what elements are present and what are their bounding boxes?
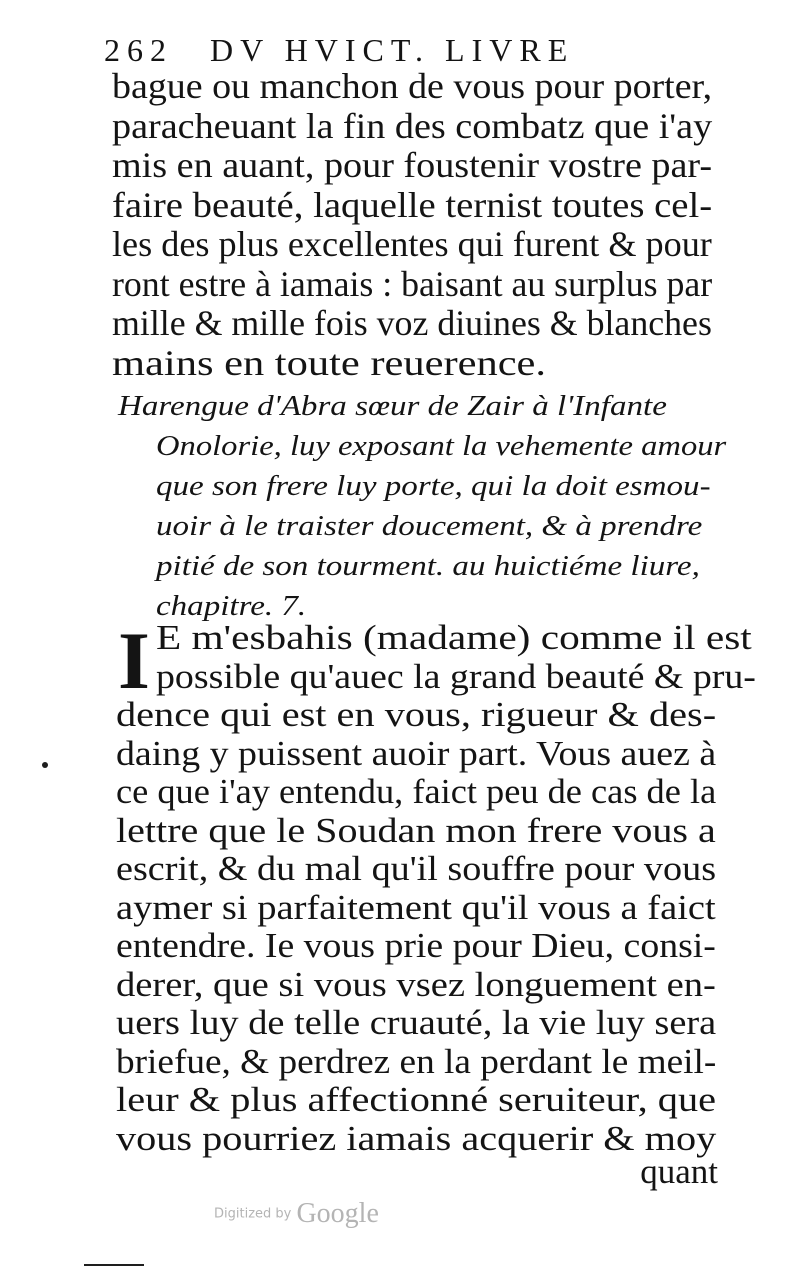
watermark-prefix: Digitized by: [214, 1206, 292, 1222]
body-line: vous pourriez iamais acquerir & moy: [116, 1118, 717, 1158]
body-line: E m'esbahis (madame) comme il est: [156, 618, 752, 657]
digitization-watermark: [214, 1198, 379, 1230]
body-line: possible qu'auec la grand beauté & pru-: [156, 656, 756, 696]
text-line: mis en auant, pour foustenir vostre par-: [112, 145, 713, 185]
margin-mark: [42, 762, 48, 768]
text-line: bague ou manchon de vous pour porter,: [112, 66, 713, 106]
body-line: daing y puissent auoir part. Vous auez à: [116, 733, 717, 773]
body-line: aymer si parfaitement qu'il vous a faict: [116, 887, 716, 927]
rubric-line: uoir à le traister doucement, & à prendre: [156, 511, 703, 542]
text-line: faire beauté, laquelle ternist toutes cel-: [112, 184, 713, 225]
body-line: entendre. Ie vous prie pour Dieu, consi-: [116, 926, 716, 965]
body-line: briefue, & perdrez en la perdant le meil-: [116, 1041, 717, 1081]
text-line: les des plus excellentes qui furent & pour: [112, 224, 712, 264]
body-line: lettre que le Soudan mon frere vous a: [116, 810, 716, 850]
google-logo: Google: [296, 1198, 379, 1229]
body-line: dence qui est en vous, rigueur & des-: [116, 695, 717, 734]
running-title: DV HVICT. LIVRE: [210, 32, 575, 68]
body-line: ce que i'ay entendu, faict peu de cas de la: [116, 772, 717, 811]
rubric-line: chapitre. 7.: [156, 591, 307, 622]
drop-capital: I: [118, 615, 150, 706]
text-line: mille & mille fois voz diuines & blanches: [112, 303, 712, 343]
body-line: uers luy de telle cruauté, la vie luy sera: [116, 1003, 717, 1042]
page-number: 262: [104, 32, 173, 68]
rubric-line: Onolorie, luy exposant la vehemente amour: [156, 431, 727, 462]
text-line: mains en toute reuerence.: [112, 342, 547, 383]
catchword: quant: [640, 1152, 718, 1191]
body-line: derer, que si vous vsez longuement en-: [116, 964, 716, 1004]
body-line: escrit, & du mal qu'il souffre pour vous: [116, 849, 717, 888]
rubric-line: Harengue d'Abra sœur de Zair à l'Infante: [118, 391, 667, 422]
text-line: paracheuant la fin des combatz que i'ay: [112, 105, 713, 146]
rubric-line: que son frere luy porte, qui la doit esmou-: [156, 471, 711, 502]
rubric-line: pitié de son tourment. au huictiéme liure,: [156, 551, 700, 582]
body-line: leur & plus affectionné seruiteur, que: [116, 1080, 717, 1119]
text-line: ront estre à iamais : baisant au surplus par: [112, 263, 713, 304]
bottom-left-rule: [84, 1264, 144, 1266]
